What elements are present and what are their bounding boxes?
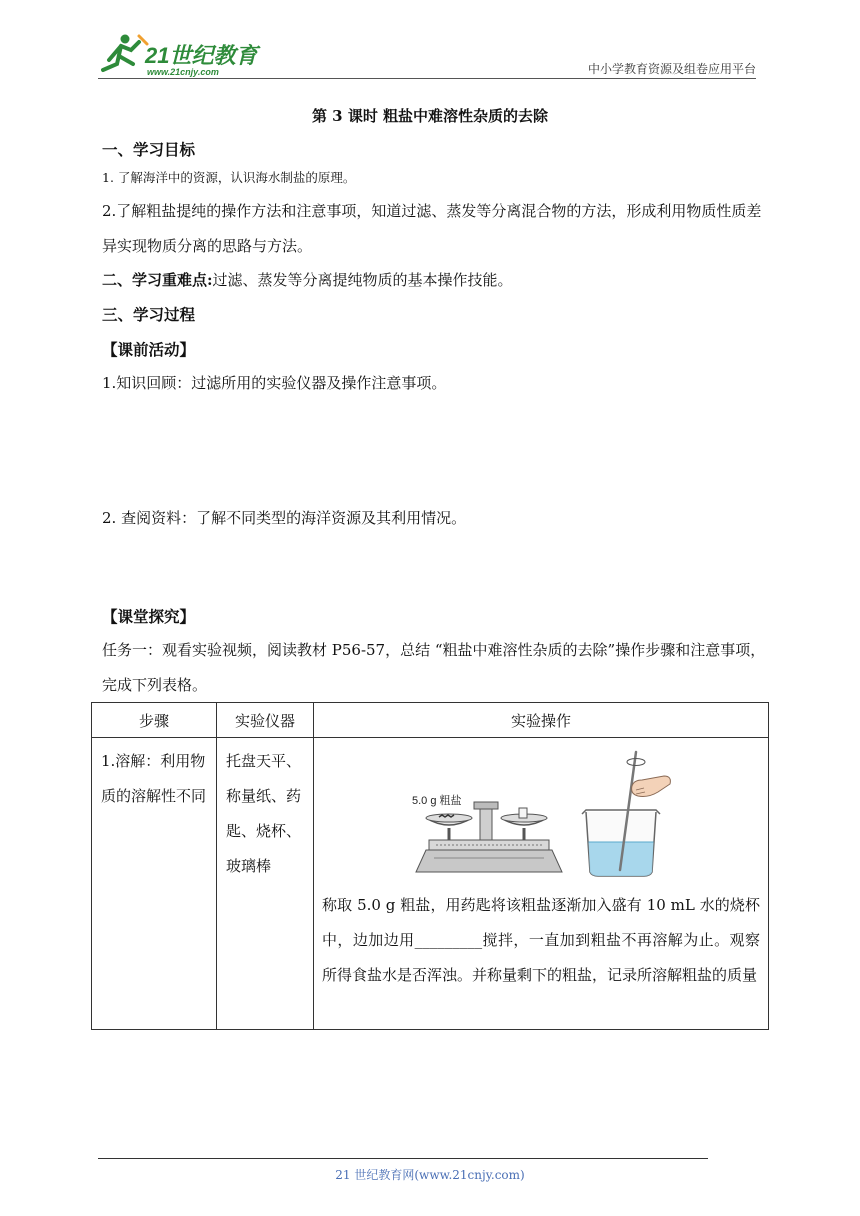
header-instruments: 实验仪器 [217,703,314,738]
section-key-points [102,269,513,290]
instruments-text: 托盘天平、称量纸、药匙、烧杯、玻璃棒 [226,752,302,875]
key-points-label: 二、学习重难点: [102,271,213,289]
platform-text: 中小学教育资源及组卷应用平台 [587,62,756,76]
section-goals-heading: 一、学习目标 [102,140,196,159]
site-logo [95,30,265,78]
page-title: 第 3 课时 粗盐中难溶性杂质的去除 [311,107,549,125]
pre-activity-2: 2. 查阅资料：了解不同类型的海洋资源及其利用情况。 [102,509,467,527]
step-cell [92,738,217,1030]
experiment-table [91,702,769,1030]
balance-icon [412,793,562,872]
beaker-stirring-icon [582,752,670,876]
step-text: 1.溶解：利用物质的溶解性不同 [101,752,207,805]
header-step: 步骤 [92,703,217,738]
footer-divider [98,1158,708,1159]
table-header-row [92,703,769,738]
operation-cell [314,738,769,1030]
runner-icon [103,35,147,71]
pre-activity-1: 1.知识回顾：过滤所用的实验仪器及操作注意事项。 [102,374,447,392]
header-divider [98,78,756,79]
key-points-text: 过滤、蒸发等分离提纯物质的基本操作技能。 [212,271,513,289]
class-inquiry-heading: 【课堂探究】 [102,607,196,626]
header-operation: 实验操作 [314,703,769,738]
pre-activity-heading: 【课前活动】 [102,340,196,359]
logo-text: 21世纪教育 [145,43,258,68]
instruments-cell [217,738,314,1030]
goal-2: 2.了解粗盐提纯的操作方法和注意事项，知道过滤、蒸发等分离混合物的方法，形成利用物质性质差异实现物质分离的思路与方法。 [102,202,762,255]
dissolving-apparatus-figure [314,746,764,888]
figure-label: 5.0 g 粗盐 [412,795,462,807]
table-row [92,738,769,1030]
footer-text: 21 世纪教育网(www.21cnjy.com) [335,1168,525,1182]
section-process-heading: 三、学习过程 [102,305,196,324]
task-1: 任务一：观看实验视频，阅读教材 P56-57，总结 “粗盐中难溶性杂质的去除”操作步骤和注意事项，完成下列表格。 [102,641,766,694]
goal-1: 1. 了解海洋中的资源，认识海水制盐的原理。 [102,170,356,185]
logo-url: www.21cnjy.com [147,67,219,77]
operation-text: 称取 5.0 g 粗盐，用药匙将该粗盐逐渐加入盛有 10 mL 水的烧杯中，边加边用_________搅拌，一直加到粗盐不再溶解为止。观察所得食盐水是否浑浊。并称量剩下的粗盐，记录所溶解粗盐的质量 [322,896,760,984]
